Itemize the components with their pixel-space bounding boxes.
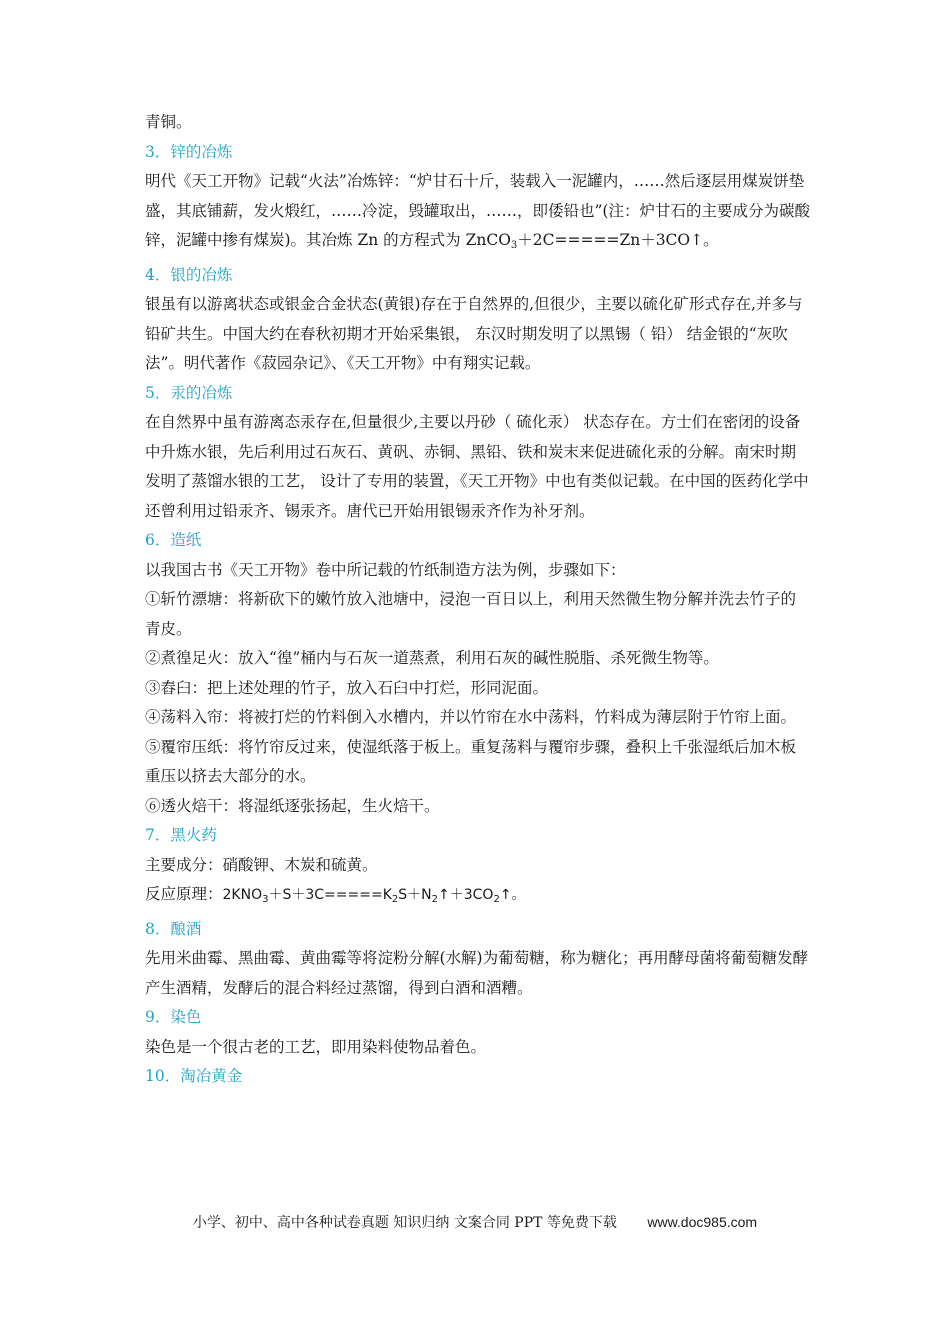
zinc-eq-tail: ＋2C=====Zn＋3CO↑。 (517, 231, 719, 249)
heading-brewing: 8．酿酒 (145, 919, 202, 938)
papermaking-intro: 以我国古书《天工开物》卷中所记载的竹纸制造方法为例，步骤如下： (145, 560, 626, 579)
principle-label: 反应原理： (145, 885, 223, 903)
heading-dyeing: 9．染色 (145, 1008, 202, 1026)
eq-sub-c: 2 (431, 894, 438, 905)
para-mercury-smelting: 在自然界中虽有游离态汞存在,但量很少,主要以丹砂（ 硫化汞） 状态存在。方士们在密闭的设备中升炼水银，先后利用过石灰石、黄矾、赤铜、黑铅、铁和炭末来促进硫化汞的分解。南宋时期发明了蒸馏水银的工艺， 设计了专用的装置，《天工开物》中也有类似记载。在中国的医药化学中还曾利用过铅汞齐、锡汞齐。唐代已开始用银锡汞齐作为补牙剂。 (145, 413, 809, 520)
papermaking-step-1: ①斩竹漂塘：将新砍下的嫩竹放入池塘中，浸泡一百日以上，利用天然微生物分解并洗去竹子的青皮。 (145, 590, 797, 638)
footer-text: 小学、初中、高中各种试卷真题 知识归纳 文案合同 PPT 等免费下载 (192, 1215, 617, 1231)
gunpowder-principle (145, 880, 810, 915)
document-body (145, 108, 810, 1092)
eq-sub-b: 2 (391, 894, 399, 905)
eq-part-c: S＋N (398, 887, 432, 903)
papermaking-step-5: ⑤覆帘压纸：将竹帘反过来，使湿纸落于板上。重复荡料与覆帘步骤，叠积上千张湿纸后加木板重压以挤去大部分的水。 (145, 737, 797, 785)
heading-gunpowder: 7．黑火药 (145, 826, 217, 844)
heading-gold-panning: 10．淘冶黄金 (145, 1067, 243, 1085)
para-zinc-smelting (145, 167, 810, 261)
para-silver-smelting: 银虽有以游离状态或银金合金状态(黄银)存在于自然界的,但很少，主要以硫化矿形式存在,并多与铅矿共生。中国大约在春秋初期才开始采集银， 东汉时期发明了以黑锡（ 铅） 结金银的“灰吹法”。明代著作《菽园杂记》、《天工开物》中有翔实记载。 (145, 295, 803, 372)
eq-part-e: ↑。 (499, 887, 526, 903)
heading-silver-smelting: 4．银的冶炼 (145, 265, 233, 284)
heading-zinc-smelting: 3．锌的冶炼 (145, 142, 233, 161)
papermaking-step-6: ⑥透火焙干：将湿纸逐张扬起，生火焙干。 (145, 796, 440, 815)
gunpowder-components: 主要成分：硝酸钾、木炭和硫黄。 (145, 855, 378, 874)
zinc-eq-subscript: 3 (510, 240, 518, 251)
para-brewing: 先用米曲霉、黑曲霉、黄曲霉等将淀粉分解(水解)为葡萄糖，称为糖化；再用酵母菌将葡萄糖发酵产生酒精，发酵后的混合料经过蒸馏，得到白酒和酒糟。 (145, 949, 809, 997)
eq-sub-d: 2 (493, 894, 500, 905)
page-footer (0, 1212, 950, 1232)
eq-part-b: ＋S＋3C=====K (268, 887, 392, 903)
papermaking-step-4: ④荡料入帘：将被打烂的竹料倒入水槽内，并以竹帘在水中荡料，竹料成为薄层附于竹帘上面。 (145, 708, 797, 726)
gunpowder-equation (223, 887, 526, 903)
eq-part-a: 2KNO (222, 887, 263, 903)
intro-tail: 青铜。 (145, 113, 192, 131)
eq-sub-a: 3 (262, 894, 269, 905)
footer-url[interactable]: www.doc985.com (647, 1214, 758, 1230)
papermaking-step-3: ③舂臼：把上述处理的竹子，放入石臼中打烂，形同泥面。 (145, 678, 549, 697)
para-dyeing: 染色是一个很古老的工艺，即用染料使物品着色。 (145, 1037, 487, 1056)
para-zinc-text: 明代《天工开物》记载“火法”冶炼锌：“炉甘石十斤，装载入一泥罐内，……然后逐层用煤炭饼垫盛，其底铺薪，发火煅红，……冷淀，毁罐取出，……，即倭铅也”(注：炉甘石的主要成分为碳酸锌，泥罐中掺有煤炭)。其冶炼 Zn 的方程式为 ZnCO (145, 172, 810, 249)
heading-mercury-smelting: 5．汞的冶炼 (145, 383, 233, 402)
heading-papermaking: 6．造纸 (145, 531, 202, 549)
papermaking-step-2: ②煮徨足火：放入“徨”桶内与石灰一道蒸煮，利用石灰的碱性脱脂、杀死微生物等。 (145, 649, 719, 667)
eq-part-d: ↑＋3CO (438, 887, 494, 903)
